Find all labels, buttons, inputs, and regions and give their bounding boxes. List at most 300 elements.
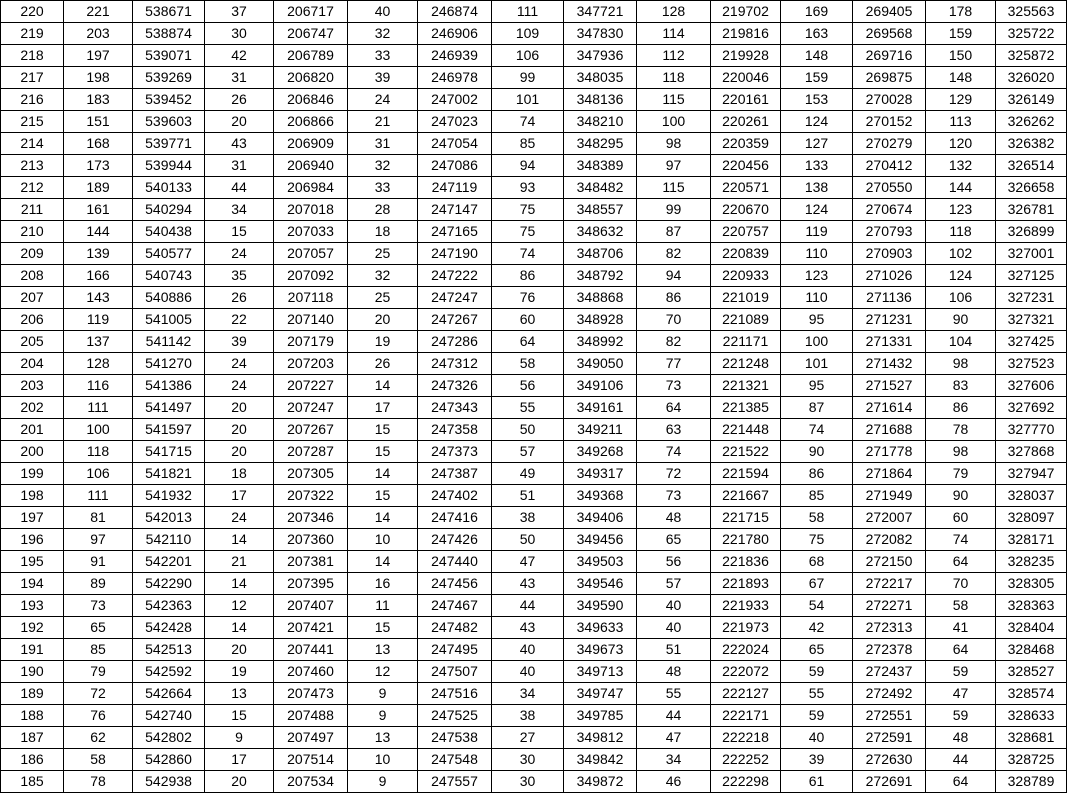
table-cell[interactable]: 17 <box>205 485 274 507</box>
table-cell[interactable]: 538874 <box>133 23 205 45</box>
table-cell[interactable]: 59 <box>781 661 853 683</box>
table-cell[interactable]: 247557 <box>418 771 492 793</box>
table-cell[interactable]: 247416 <box>418 507 492 529</box>
table-cell[interactable]: 197 <box>64 45 133 67</box>
table-cell[interactable]: 110 <box>781 287 853 309</box>
table-cell[interactable]: 207421 <box>274 617 348 639</box>
table-cell[interactable]: 106 <box>64 463 133 485</box>
table-cell[interactable]: 327231 <box>996 287 1067 309</box>
table-cell[interactable]: 47 <box>492 551 564 573</box>
table-cell[interactable]: 15 <box>348 441 418 463</box>
table-cell[interactable]: 246939 <box>418 45 492 67</box>
table-cell[interactable]: 206940 <box>274 155 348 177</box>
table-cell[interactable]: 173 <box>64 155 133 177</box>
table-cell[interactable]: 192 <box>1 617 64 639</box>
table-cell[interactable]: 48 <box>637 661 711 683</box>
table-cell[interactable]: 247358 <box>418 419 492 441</box>
table-cell[interactable]: 31 <box>348 133 418 155</box>
table-cell[interactable]: 247343 <box>418 397 492 419</box>
table-cell[interactable]: 207287 <box>274 441 348 463</box>
table-cell[interactable]: 222218 <box>711 727 781 749</box>
table-cell[interactable]: 327125 <box>996 265 1067 287</box>
table-cell[interactable]: 85 <box>64 639 133 661</box>
table-cell[interactable]: 24 <box>205 353 274 375</box>
table-cell[interactable]: 44 <box>637 705 711 727</box>
table-cell[interactable]: 14 <box>348 375 418 397</box>
table-cell[interactable]: 203 <box>1 375 64 397</box>
table-cell[interactable]: 18 <box>348 221 418 243</box>
table-cell[interactable]: 64 <box>637 397 711 419</box>
table-cell[interactable]: 188 <box>1 705 64 727</box>
table-cell[interactable]: 183 <box>64 89 133 111</box>
table-cell[interactable]: 123 <box>781 265 853 287</box>
table-cell[interactable]: 9 <box>348 771 418 793</box>
table-cell[interactable]: 74 <box>926 529 996 551</box>
table-cell[interactable]: 327692 <box>996 397 1067 419</box>
table-cell[interactable]: 43 <box>205 133 274 155</box>
table-cell[interactable]: 54 <box>781 595 853 617</box>
table-cell[interactable]: 326149 <box>996 89 1067 111</box>
table-cell[interactable]: 214 <box>1 133 64 155</box>
table-cell[interactable]: 270550 <box>853 177 926 199</box>
table-cell[interactable]: 271231 <box>853 309 926 331</box>
table-cell[interactable]: 247402 <box>418 485 492 507</box>
table-cell[interactable]: 100 <box>781 331 853 353</box>
table-cell[interactable]: 41 <box>926 617 996 639</box>
table-cell[interactable]: 349590 <box>564 595 637 617</box>
table-cell[interactable]: 247495 <box>418 639 492 661</box>
table-cell[interactable]: 217 <box>1 67 64 89</box>
table-cell[interactable]: 207514 <box>274 749 348 771</box>
table-cell[interactable]: 159 <box>926 23 996 45</box>
table-cell[interactable]: 74 <box>492 111 564 133</box>
table-cell[interactable]: 247440 <box>418 551 492 573</box>
table-cell[interactable]: 111 <box>492 1 564 23</box>
table-cell[interactable]: 220933 <box>711 265 781 287</box>
table-cell[interactable]: 38 <box>492 705 564 727</box>
table-cell[interactable]: 328305 <box>996 573 1067 595</box>
table-cell[interactable]: 213 <box>1 155 64 177</box>
table-cell[interactable]: 328468 <box>996 639 1067 661</box>
table-cell[interactable]: 19 <box>348 331 418 353</box>
table-cell[interactable]: 21 <box>205 551 274 573</box>
table-cell[interactable]: 20 <box>205 419 274 441</box>
table-cell[interactable]: 328037 <box>996 485 1067 507</box>
table-cell[interactable]: 220571 <box>711 177 781 199</box>
table-cell[interactable]: 13 <box>205 683 274 705</box>
table-cell[interactable]: 65 <box>637 529 711 551</box>
table-cell[interactable]: 222298 <box>711 771 781 793</box>
table-cell[interactable]: 24 <box>205 375 274 397</box>
table-cell[interactable]: 59 <box>926 661 996 683</box>
table-cell[interactable]: 540438 <box>133 221 205 243</box>
table-cell[interactable]: 195 <box>1 551 64 573</box>
table-cell[interactable]: 247456 <box>418 573 492 595</box>
table-cell[interactable]: 78 <box>64 771 133 793</box>
table-cell[interactable]: 247516 <box>418 683 492 705</box>
table-cell[interactable]: 207407 <box>274 595 348 617</box>
table-cell[interactable]: 40 <box>781 727 853 749</box>
table-cell[interactable]: 542740 <box>133 705 205 727</box>
table-cell[interactable]: 207441 <box>274 639 348 661</box>
table-cell[interactable]: 247002 <box>418 89 492 111</box>
table-cell[interactable]: 32 <box>348 23 418 45</box>
table-cell[interactable]: 221715 <box>711 507 781 529</box>
table-cell[interactable]: 15 <box>205 221 274 243</box>
table-cell[interactable]: 38 <box>492 507 564 529</box>
table-cell[interactable]: 272437 <box>853 661 926 683</box>
table-cell[interactable]: 190 <box>1 661 64 683</box>
table-cell[interactable]: 349785 <box>564 705 637 727</box>
table-cell[interactable]: 271432 <box>853 353 926 375</box>
table-cell[interactable]: 272551 <box>853 705 926 727</box>
table-cell[interactable]: 81 <box>64 507 133 529</box>
table-cell[interactable]: 272150 <box>853 551 926 573</box>
table-cell[interactable]: 270152 <box>853 111 926 133</box>
table-cell[interactable]: 328363 <box>996 595 1067 617</box>
table-cell[interactable]: 541386 <box>133 375 205 397</box>
table-cell[interactable]: 198 <box>1 485 64 507</box>
table-cell[interactable]: 269875 <box>853 67 926 89</box>
table-cell[interactable]: 89 <box>64 573 133 595</box>
table-cell[interactable]: 349812 <box>564 727 637 749</box>
table-cell[interactable]: 76 <box>492 287 564 309</box>
table-cell[interactable]: 221594 <box>711 463 781 485</box>
table-cell[interactable]: 348035 <box>564 67 637 89</box>
table-cell[interactable]: 99 <box>637 199 711 221</box>
table-cell[interactable]: 20 <box>205 111 274 133</box>
table-cell[interactable]: 101 <box>781 353 853 375</box>
table-cell[interactable]: 17 <box>348 397 418 419</box>
table-cell[interactable]: 541597 <box>133 419 205 441</box>
table-cell[interactable]: 64 <box>492 331 564 353</box>
table-cell[interactable]: 178 <box>926 1 996 23</box>
table-cell[interactable]: 34 <box>637 749 711 771</box>
table-cell[interactable]: 247165 <box>418 221 492 243</box>
table-cell[interactable]: 206717 <box>274 1 348 23</box>
table-cell[interactable]: 270412 <box>853 155 926 177</box>
table-cell[interactable]: 219702 <box>711 1 781 23</box>
table-cell[interactable]: 24 <box>205 243 274 265</box>
table-cell[interactable]: 58 <box>492 353 564 375</box>
table-cell[interactable]: 207267 <box>274 419 348 441</box>
table-cell[interactable]: 9 <box>205 727 274 749</box>
table-cell[interactable]: 221019 <box>711 287 781 309</box>
table-cell[interactable]: 94 <box>637 265 711 287</box>
table-cell[interactable]: 24 <box>348 89 418 111</box>
table-cell[interactable]: 49 <box>492 463 564 485</box>
table-cell[interactable]: 95 <box>781 375 853 397</box>
table-cell[interactable]: 198 <box>64 67 133 89</box>
table-cell[interactable]: 272082 <box>853 529 926 551</box>
table-cell[interactable]: 541142 <box>133 331 205 353</box>
table-cell[interactable]: 56 <box>492 375 564 397</box>
table-cell[interactable]: 270674 <box>853 199 926 221</box>
table-cell[interactable]: 207497 <box>274 727 348 749</box>
table-cell[interactable]: 271778 <box>853 441 926 463</box>
table-cell[interactable]: 247538 <box>418 727 492 749</box>
table-cell[interactable]: 15 <box>205 705 274 727</box>
table-cell[interactable]: 58 <box>64 749 133 771</box>
table-cell[interactable]: 75 <box>492 199 564 221</box>
table-cell[interactable]: 55 <box>637 683 711 705</box>
table-cell[interactable]: 48 <box>926 727 996 749</box>
table-cell[interactable]: 98 <box>926 441 996 463</box>
table-cell[interactable]: 50 <box>492 529 564 551</box>
table-cell[interactable]: 118 <box>637 67 711 89</box>
table-cell[interactable]: 100 <box>637 111 711 133</box>
table-cell[interactable]: 87 <box>637 221 711 243</box>
table-cell[interactable]: 14 <box>348 551 418 573</box>
table-cell[interactable]: 541005 <box>133 309 205 331</box>
table-cell[interactable]: 200 <box>1 441 64 463</box>
table-cell[interactable]: 55 <box>781 683 853 705</box>
table-cell[interactable]: 203 <box>64 23 133 45</box>
table-cell[interactable]: 349106 <box>564 375 637 397</box>
table-cell[interactable]: 272313 <box>853 617 926 639</box>
table-cell[interactable]: 541270 <box>133 353 205 375</box>
table-cell[interactable]: 76 <box>64 705 133 727</box>
table-cell[interactable]: 328681 <box>996 727 1067 749</box>
table-cell[interactable]: 221522 <box>711 441 781 463</box>
table-cell[interactable]: 50 <box>492 419 564 441</box>
table-cell[interactable]: 207360 <box>274 529 348 551</box>
table-cell[interactable]: 269716 <box>853 45 926 67</box>
table-cell[interactable]: 328789 <box>996 771 1067 793</box>
table-cell[interactable]: 148 <box>781 45 853 67</box>
table-cell[interactable]: 272691 <box>853 771 926 793</box>
table-cell[interactable]: 65 <box>64 617 133 639</box>
table-cell[interactable]: 151 <box>64 111 133 133</box>
table-cell[interactable]: 60 <box>926 507 996 529</box>
table-cell[interactable]: 220161 <box>711 89 781 111</box>
table-cell[interactable]: 77 <box>637 353 711 375</box>
table-cell[interactable]: 133 <box>781 155 853 177</box>
table-cell[interactable]: 137 <box>64 331 133 353</box>
table-cell[interactable]: 58 <box>926 595 996 617</box>
table-cell[interactable]: 349503 <box>564 551 637 573</box>
table-cell[interactable]: 326514 <box>996 155 1067 177</box>
table-cell[interactable]: 90 <box>926 309 996 331</box>
table-cell[interactable]: 542201 <box>133 551 205 573</box>
table-cell[interactable]: 74 <box>637 441 711 463</box>
table-cell[interactable]: 272007 <box>853 507 926 529</box>
table-cell[interactable]: 349633 <box>564 617 637 639</box>
table-cell[interactable]: 39 <box>205 331 274 353</box>
table-cell[interactable]: 328235 <box>996 551 1067 573</box>
table-cell[interactable]: 271864 <box>853 463 926 485</box>
table-cell[interactable]: 30 <box>492 749 564 771</box>
table-cell[interactable]: 114 <box>637 23 711 45</box>
table-cell[interactable]: 327321 <box>996 309 1067 331</box>
table-cell[interactable]: 542428 <box>133 617 205 639</box>
table-cell[interactable]: 212 <box>1 177 64 199</box>
table-cell[interactable]: 12 <box>205 595 274 617</box>
table-cell[interactable]: 348557 <box>564 199 637 221</box>
table-cell[interactable]: 22 <box>205 309 274 331</box>
table-cell[interactable]: 539944 <box>133 155 205 177</box>
table-cell[interactable]: 207033 <box>274 221 348 243</box>
table-cell[interactable]: 42 <box>781 617 853 639</box>
table-cell[interactable]: 128 <box>637 1 711 23</box>
table-cell[interactable]: 272271 <box>853 595 926 617</box>
table-cell[interactable]: 94 <box>492 155 564 177</box>
table-cell[interactable]: 12 <box>348 661 418 683</box>
table-cell[interactable]: 102 <box>926 243 996 265</box>
table-cell[interactable]: 47 <box>637 727 711 749</box>
table-cell[interactable]: 97 <box>637 155 711 177</box>
table-cell[interactable]: 206866 <box>274 111 348 133</box>
table-cell[interactable]: 349456 <box>564 529 637 551</box>
table-cell[interactable]: 327606 <box>996 375 1067 397</box>
table-cell[interactable]: 272492 <box>853 683 926 705</box>
table-cell[interactable]: 206789 <box>274 45 348 67</box>
table-cell[interactable]: 15 <box>348 419 418 441</box>
table-cell[interactable]: 540133 <box>133 177 205 199</box>
table-cell[interactable]: 64 <box>926 551 996 573</box>
table-cell[interactable]: 196 <box>1 529 64 551</box>
table-cell[interactable]: 30 <box>205 23 274 45</box>
table-cell[interactable]: 207346 <box>274 507 348 529</box>
table-cell[interactable]: 348992 <box>564 331 637 353</box>
table-cell[interactable]: 349546 <box>564 573 637 595</box>
table-cell[interactable]: 14 <box>205 573 274 595</box>
table-cell[interactable]: 349368 <box>564 485 637 507</box>
table-cell[interactable]: 218 <box>1 45 64 67</box>
table-cell[interactable]: 542592 <box>133 661 205 683</box>
table-cell[interactable]: 220046 <box>711 67 781 89</box>
table-cell[interactable]: 542290 <box>133 573 205 595</box>
table-cell[interactable]: 206747 <box>274 23 348 45</box>
table-cell[interactable]: 216 <box>1 89 64 111</box>
table-cell[interactable]: 349161 <box>564 397 637 419</box>
table-cell[interactable]: 208 <box>1 265 64 287</box>
table-cell[interactable]: 70 <box>926 573 996 595</box>
table-cell[interactable]: 14 <box>348 463 418 485</box>
table-cell[interactable]: 270279 <box>853 133 926 155</box>
table-cell[interactable]: 40 <box>492 639 564 661</box>
table-cell[interactable]: 349673 <box>564 639 637 661</box>
table-cell[interactable]: 221780 <box>711 529 781 551</box>
table-cell[interactable]: 207179 <box>274 331 348 353</box>
table-cell[interactable]: 349842 <box>564 749 637 771</box>
table-cell[interactable]: 328171 <box>996 529 1067 551</box>
table-cell[interactable]: 44 <box>205 177 274 199</box>
table-cell[interactable]: 90 <box>926 485 996 507</box>
table-cell[interactable]: 326781 <box>996 199 1067 221</box>
table-cell[interactable]: 73 <box>637 485 711 507</box>
table-cell[interactable]: 83 <box>926 375 996 397</box>
table-cell[interactable]: 247326 <box>418 375 492 397</box>
table-cell[interactable]: 98 <box>637 133 711 155</box>
table-cell[interactable]: 270903 <box>853 243 926 265</box>
table-cell[interactable]: 207460 <box>274 661 348 683</box>
table-cell[interactable]: 28 <box>348 199 418 221</box>
table-cell[interactable]: 98 <box>926 353 996 375</box>
table-cell[interactable]: 20 <box>205 397 274 419</box>
table-cell[interactable]: 79 <box>926 463 996 485</box>
table-cell[interactable]: 538671 <box>133 1 205 23</box>
table-cell[interactable]: 113 <box>926 111 996 133</box>
table-cell[interactable]: 271026 <box>853 265 926 287</box>
table-cell[interactable]: 247190 <box>418 243 492 265</box>
table-cell[interactable]: 101 <box>492 89 564 111</box>
table-cell[interactable]: 78 <box>926 419 996 441</box>
table-cell[interactable]: 270793 <box>853 221 926 243</box>
table-cell[interactable]: 221448 <box>711 419 781 441</box>
table-cell[interactable]: 86 <box>781 463 853 485</box>
table-cell[interactable]: 20 <box>205 771 274 793</box>
table-cell[interactable]: 153 <box>781 89 853 111</box>
table-cell[interactable]: 542664 <box>133 683 205 705</box>
table-cell[interactable]: 247507 <box>418 661 492 683</box>
table-cell[interactable]: 82 <box>637 331 711 353</box>
table-cell[interactable]: 120 <box>926 133 996 155</box>
table-cell[interactable]: 161 <box>64 199 133 221</box>
table-cell[interactable]: 138 <box>781 177 853 199</box>
table-cell[interactable]: 326020 <box>996 67 1067 89</box>
table-cell[interactable]: 193 <box>1 595 64 617</box>
table-cell[interactable]: 348482 <box>564 177 637 199</box>
table-cell[interactable]: 272378 <box>853 639 926 661</box>
table-cell[interactable]: 15 <box>348 485 418 507</box>
table-cell[interactable]: 327523 <box>996 353 1067 375</box>
table-cell[interactable]: 220757 <box>711 221 781 243</box>
table-cell[interactable]: 85 <box>781 485 853 507</box>
table-cell[interactable]: 14 <box>205 617 274 639</box>
table-cell[interactable]: 97 <box>64 529 133 551</box>
table-cell[interactable]: 187 <box>1 727 64 749</box>
table-cell[interactable]: 132 <box>926 155 996 177</box>
table-cell[interactable]: 247482 <box>418 617 492 639</box>
table-cell[interactable]: 115 <box>637 177 711 199</box>
table-cell[interactable]: 61 <box>781 771 853 793</box>
table-cell[interactable]: 247267 <box>418 309 492 331</box>
table-cell[interactable]: 347936 <box>564 45 637 67</box>
table-cell[interactable]: 541497 <box>133 397 205 419</box>
table-cell[interactable]: 348136 <box>564 89 637 111</box>
table-cell[interactable]: 59 <box>926 705 996 727</box>
table-cell[interactable]: 349747 <box>564 683 637 705</box>
table-cell[interactable]: 539071 <box>133 45 205 67</box>
table-cell[interactable]: 540743 <box>133 265 205 287</box>
table-cell[interactable]: 271331 <box>853 331 926 353</box>
table-cell[interactable]: 44 <box>926 749 996 771</box>
table-cell[interactable]: 68 <box>781 551 853 573</box>
table-cell[interactable]: 207381 <box>274 551 348 573</box>
table-cell[interactable]: 220839 <box>711 243 781 265</box>
table-cell[interactable]: 539771 <box>133 133 205 155</box>
table-cell[interactable]: 64 <box>926 639 996 661</box>
table-cell[interactable]: 14 <box>348 507 418 529</box>
table-cell[interactable]: 14 <box>205 529 274 551</box>
table-cell[interactable]: 70 <box>637 309 711 331</box>
table-cell[interactable]: 542860 <box>133 749 205 771</box>
table-cell[interactable]: 541715 <box>133 441 205 463</box>
table-cell[interactable]: 124 <box>781 111 853 133</box>
table-cell[interactable]: 539269 <box>133 67 205 89</box>
table-cell[interactable]: 326382 <box>996 133 1067 155</box>
table-cell[interactable]: 271527 <box>853 375 926 397</box>
table-cell[interactable]: 119 <box>781 221 853 243</box>
table-cell[interactable]: 222024 <box>711 639 781 661</box>
table-cell[interactable]: 270028 <box>853 89 926 111</box>
table-cell[interactable]: 347830 <box>564 23 637 45</box>
table-cell[interactable]: 91 <box>64 551 133 573</box>
table-cell[interactable]: 10 <box>348 529 418 551</box>
table-cell[interactable]: 199 <box>1 463 64 485</box>
table-cell[interactable]: 271949 <box>853 485 926 507</box>
